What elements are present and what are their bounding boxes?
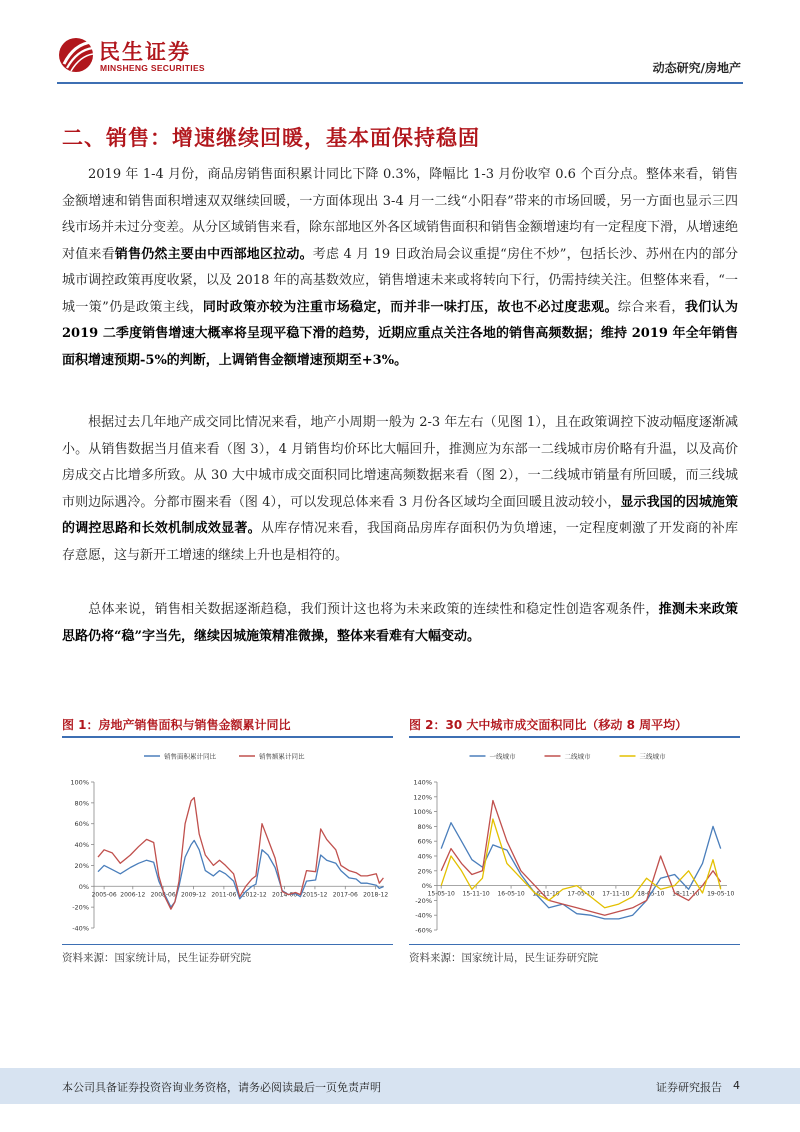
figure-1-title: 图 1：房地产销售面积与销售金额累计同比 bbox=[62, 718, 291, 732]
y-tick-label: 140% bbox=[413, 778, 432, 787]
figure-1-source: 资料来源：国家统计局，民生证券研究院 bbox=[62, 952, 251, 964]
y-tick-label: 120% bbox=[413, 793, 432, 802]
paragraph-conclusion bbox=[62, 597, 738, 650]
paragraph-cycle-analysis bbox=[62, 410, 738, 569]
p1-bold-3: 我们认为 2019 二季度销售增速大概率将呈现平稳下滑的趋势，近期应重点关注各地的销售高频数据；维持 2019 年全年销售面积增速预期-5%的判断，上调销售金额增速预期至+3%。 bbox=[62, 299, 738, 368]
x-tick-label: 2014-06 bbox=[272, 891, 298, 899]
x-tick-label: 15-05-10 bbox=[427, 890, 455, 898]
brand-name-en: MINSHENG SECURITIES bbox=[100, 63, 205, 73]
p1-bold-1: 销售仍然主要由中西部地区拉动。 bbox=[114, 246, 313, 262]
y-tick-label: -60% bbox=[415, 926, 432, 935]
x-tick-label: 2009-12 bbox=[180, 891, 207, 899]
p2-text-1: 根据过去几年地产成交同比情况来看，地产小周期一般为 2-3 年左右（见图 1），且在政策调控下波动幅度逐渐减小。从销售数据当月值来看（图 3），4 月销售均价环比大幅回升，推测应为东部一二线城市房价略有升温，以及高价房成交占比增多所致。从 30 大中城市成交面积同比增速高频数据来看（图 2），一二线城市销量有所回暖，而三线城市则边际遇冷。分都市圈来看（图 4），可以发现总体来看 3 月份各区域均全面回暖且波动较小， bbox=[62, 415, 738, 510]
x-tick-label: 15-11-10 bbox=[462, 890, 490, 898]
figure-2 bbox=[409, 716, 740, 965]
y-tick-label: -40% bbox=[72, 924, 89, 933]
legend-label: 销售额累计同比 bbox=[259, 752, 305, 761]
logo-mark-icon bbox=[57, 34, 95, 74]
y-tick-label: -20% bbox=[415, 896, 432, 905]
p1-text-3: 综合来看， bbox=[617, 299, 685, 315]
x-tick-label: 2017-06 bbox=[332, 891, 358, 899]
x-tick-label: 2008-06 bbox=[150, 891, 176, 899]
chart-30-cities-transaction-yoy bbox=[409, 746, 740, 936]
x-tick-label: 17-11-10 bbox=[602, 890, 630, 898]
y-tick-label: 40% bbox=[74, 841, 89, 850]
y-tick-label: 0% bbox=[421, 882, 432, 891]
p3-text-1: 总体来说，销售相关数据逐渐趋稳，我们预计这也将为未来政策的连续性和稳定性创造客观条件， bbox=[88, 602, 659, 617]
figure-2-source: 资料来源：国家统计局，民生证券研究院 bbox=[409, 952, 598, 964]
figure-2-title: 图 2：30 大中城市成交面积同比（移动 8 周平均） bbox=[409, 718, 688, 732]
y-tick-label: 0% bbox=[78, 882, 89, 891]
x-tick-label: 2012-12 bbox=[241, 891, 267, 899]
y-tick-label: -40% bbox=[415, 911, 432, 920]
p1-text-1: 2019 年 1-4 月份，商品房销售面积累计同比下降 0.3%，降幅比 1-3 月份收窄 0.6 个百分点。整体来看，销售金额增速和销售面积增速双双继续回暖，一方面体现出 3-4 月一二线“小阳春”带来的市场回暖，另一方面也显示三四线市场并未过分变差。从分区域销售来看，除东部地区外各区域销售面积和销售金额增速均有一定程度下滑，从增速绝对值来看 bbox=[62, 167, 739, 262]
p1-text-2: 考虑 4 月 19 日政治局会议重提“房住不炒”，包括长沙、苏州在内的部分城市调控政策再度收紧，以及 2018 年的高基数效应，销售增速未来或将转向下行，仍需持续关注。但整体来看，“一城一策”仍是政策主线， bbox=[62, 246, 738, 315]
footer-disclaimer: 本公司具备证券投资咨询业务资格，请务必阅读最后一页免责声明 bbox=[62, 1081, 381, 1094]
x-tick-label: 16-05-10 bbox=[497, 890, 525, 898]
y-tick-label: 100% bbox=[70, 778, 89, 787]
y-tick-label: 100% bbox=[413, 808, 432, 817]
paragraph-sales-overview bbox=[62, 162, 738, 374]
p1-bold-2: 同时政策亦较为注重市场稳定，而并非一味打压，故也不必过度悲观。 bbox=[202, 299, 618, 315]
y-tick-label: 20% bbox=[74, 861, 89, 870]
x-tick-label: 2005-06 bbox=[91, 891, 117, 899]
legend-label: 三线城市 bbox=[639, 752, 666, 761]
x-tick-label: 16-11-10 bbox=[532, 890, 560, 898]
report-type: 动态研究/房地产 bbox=[652, 61, 741, 75]
y-tick-label: 80% bbox=[417, 822, 432, 831]
p3-bold-1: 推测未来政策思路仍将“稳”字当先，继续因城施策精准微操，整体来看难有大幅变动。 bbox=[62, 602, 738, 644]
figure-1-bottom-rule bbox=[62, 944, 393, 945]
series-line bbox=[441, 801, 721, 916]
x-tick-label: 2018-12 bbox=[363, 891, 389, 899]
x-tick-label: 2011-06 bbox=[211, 891, 237, 899]
x-tick-label: 2015-12 bbox=[302, 891, 328, 899]
legend-label: 二线城市 bbox=[564, 752, 591, 761]
chart-sales-area-amount-yoy bbox=[62, 746, 393, 936]
legend-label: 销售面积累计同比 bbox=[164, 752, 216, 761]
y-tick-label: 40% bbox=[417, 852, 432, 861]
section-title: 二、销售：增速继续回暖，基本面保持稳固 bbox=[62, 126, 480, 150]
minsheng-logo bbox=[57, 34, 217, 78]
page-footer bbox=[0, 1068, 800, 1104]
y-tick-label: -20% bbox=[72, 903, 89, 912]
brand-name-cn: 民生证券 bbox=[99, 40, 191, 64]
x-tick-label: 19-05-10 bbox=[707, 890, 735, 898]
page-header bbox=[0, 0, 800, 85]
y-tick-label: 60% bbox=[74, 820, 89, 829]
footer-report-label: 证券研究报告 bbox=[656, 1081, 722, 1094]
figure-2-title-rule bbox=[409, 736, 740, 738]
x-tick-label: 2006-12 bbox=[120, 891, 146, 899]
page-number: 4 bbox=[733, 1079, 740, 1092]
x-tick-label: 17-05-10 bbox=[567, 890, 595, 898]
x-tick-label: 18-11-10 bbox=[672, 890, 700, 898]
y-tick-label: 60% bbox=[417, 837, 432, 846]
x-tick-label: 18-05-10 bbox=[637, 890, 665, 898]
p2-bold-1: 显示我国的因城施策的调控思路和长效机制成效显著。 bbox=[62, 494, 738, 536]
figure-1-title-rule bbox=[62, 736, 393, 738]
figure-2-bottom-rule bbox=[409, 944, 740, 945]
figure-1 bbox=[62, 716, 393, 965]
p2-text-2: 从库存情况来看，我国商品房库存面积仍为负增速，一定程度刺激了开发商的补库存意愿，这与新开工增速的继续上升也是相符的。 bbox=[62, 521, 738, 563]
header-divider bbox=[57, 82, 743, 84]
y-tick-label: 20% bbox=[417, 867, 432, 876]
legend-label: 一线城市 bbox=[489, 752, 516, 761]
y-tick-label: 80% bbox=[74, 799, 89, 808]
